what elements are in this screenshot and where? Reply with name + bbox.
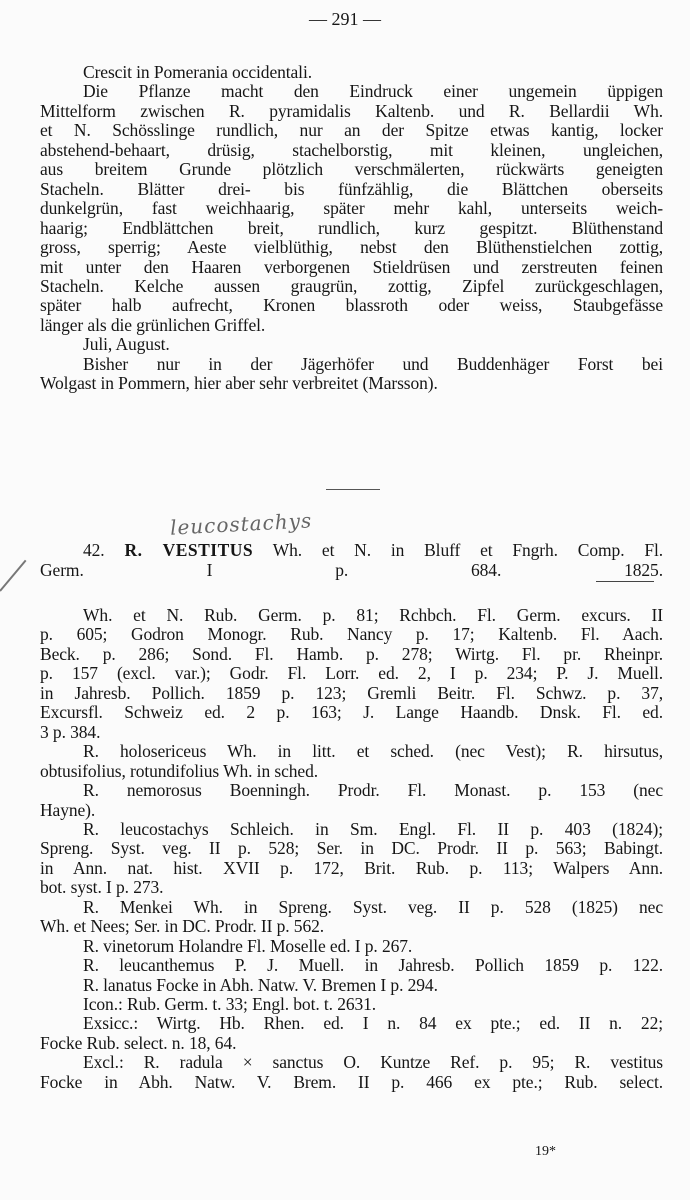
text-line: mit unter den Haaren verborgenen Stieldrüsen und zerstreuten feinen xyxy=(40,256,663,277)
species-citation: Germ. I p. 684. xyxy=(40,560,502,580)
text-line: 3 p. 384. xyxy=(40,721,101,742)
text-line: obtusifolius, rotundifolius Wh. in sched. xyxy=(40,760,318,781)
text-line: Icon.: Rub. Germ. t. 33; Engl. bot. t. 2631. xyxy=(83,994,377,1014)
text-line: in Ann. nat. hist. XVII p. 172, Brit. Rub. p. 113; Walpers Ann. xyxy=(40,857,663,878)
text-line: Spreng. Syst. veg. II p. 528; Ser. in DC. Prodr. II p. 563; Babingt. xyxy=(40,838,663,859)
text-line: Focke Rub. select. n. 18, 64. xyxy=(40,1032,237,1053)
text-line: länger als die grünlichen Griffel. xyxy=(40,314,266,335)
pencil-mark xyxy=(0,560,26,592)
text-line: R. nemorosus Boenningh. Prodr. Fl. Monast. p. 153 (nec xyxy=(83,780,663,801)
text-line: Stacheln. Kelche aussen graugrün, zottig, Zipfel zurückgeschlagen, xyxy=(40,275,663,296)
text-line: R. Menkei Wh. in Spreng. Syst. veg. II p. 528 (1825) nec xyxy=(83,896,663,917)
text-line: R. leucanthemus P. J. Muell. in Jahresb. Pollich 1859 p. 122. xyxy=(83,955,663,976)
species-heading xyxy=(83,541,663,560)
text-line: Juli, August. xyxy=(83,334,170,355)
text-line: Exsicc.: Wirtg. Hb. Rhen. ed. I n. 84 ex pte.; ed. II n. 22; xyxy=(83,1013,663,1034)
text-line: Excl.: R. radula × sanctus O. Kuntze Ref. p. 95; R. vestitus xyxy=(83,1052,663,1073)
text-line: in Jahresb. Pollich. 1859 p. 123; Gremli Beitr. Fl. Schwz. p. 37, xyxy=(40,682,663,703)
text-line: R. holosericeus Wh. in litt. et sched. (nec Vest); R. hirsutus, xyxy=(83,741,663,762)
text-line: Bisher nur in der Jägerhöfer und Buddenhäger Forst bei xyxy=(83,353,663,374)
year-underline xyxy=(596,581,654,582)
species-number: 42. xyxy=(83,540,105,560)
species-heading-line2 xyxy=(40,561,663,580)
text-line: Crescit in Pomerania occidentali. xyxy=(83,62,312,82)
text-line: abstehend-behaart, drüsig, stachelborstig, mit kleinen, ungleichen, xyxy=(40,139,663,160)
text-line: R. vinetorum Holandre Fl. Moselle ed. I p. 267. xyxy=(83,935,413,956)
handwritten-annotation: leucostachys xyxy=(169,508,313,540)
text-line: p. 157 (excl. var.); Godr. Fl. Lorr. ed. 2, I p. 234; P. J. Muell. xyxy=(40,663,663,684)
text-line: R. lanatus Focke in Abh. Natw. V. Bremen I p. 294. xyxy=(83,974,438,995)
text-line: Hayne). xyxy=(40,799,96,820)
species-year: 1825. xyxy=(624,560,663,580)
text-line: Beck. p. 286; Sond. Fl. Hamb. p. 278; Wirtg. Fl. pr. Rheinpr. xyxy=(40,643,663,664)
signature-mark: 19* xyxy=(535,1144,556,1159)
text-line: Wolgast in Pommern, hier aber sehr verbreitet (Marsson). xyxy=(40,373,438,394)
text-line: bot. syst. I p. 273. xyxy=(40,877,164,898)
text-line: p. 605; Godron Monogr. Rub. Nancy p. 17; Kaltenb. Fl. Aach. xyxy=(40,624,663,645)
text-line: aus breitem Grunde plötzlich verschmälerten, rückwärts geneigten xyxy=(40,159,663,180)
text-line: haarig; Endblättchen breit, rundlich, kurz gespitzt. Blüthenstand xyxy=(40,217,663,238)
text-line: Die Pflanze macht den Eindruck einer ungemein üppigen xyxy=(83,81,663,102)
species-name: R. VESTITUS xyxy=(124,540,254,560)
text-line: später halb aufrecht, Kronen blassroth oder weiss, Staubgefässe xyxy=(40,295,663,316)
text-line: R. leucostachys Schleich. in Sm. Engl. Fl. II p. 403 (1824); xyxy=(83,818,663,839)
text-line: Excursfl. Schweiz ed. 2 p. 163; J. Lange Haandb. Dnsk. Fl. ed. xyxy=(40,702,663,723)
section-divider xyxy=(326,489,380,490)
page-number: — 291 — xyxy=(309,9,381,29)
text-line: dunkelgrün, fast weichhaarig, später mehr kahl, unterseits weich- xyxy=(40,198,663,219)
text-line: et N. Schösslinge rundlich, nur an der Spitze etwas kantig, locker xyxy=(40,120,663,141)
text-line: Focke in Abh. Natw. V. Brem. II p. 466 ex pte.; Rub. select. xyxy=(40,1071,663,1092)
species-authority: Wh. et N. in Bluff et Fngrh. Comp. Fl. xyxy=(272,540,663,560)
text-line: Wh. et N. Rub. Germ. p. 81; Rchbch. Fl. Germ. excurs. II xyxy=(83,605,663,625)
text-line: Stacheln. Blätter drei- bis fünfzählig, die Blättchen oberseits xyxy=(40,178,663,199)
text-line: gross, sperrig; Aeste vielblüthig, nebst den Blüthenstielchen zottig, xyxy=(40,237,663,258)
text-line: Wh. et Nees; Ser. in DC. Prodr. II p. 562. xyxy=(40,916,325,937)
text-line: Mittelform zwischen R. pyramidalis Kaltenb. und R. Bellardii Wh. xyxy=(40,100,663,121)
